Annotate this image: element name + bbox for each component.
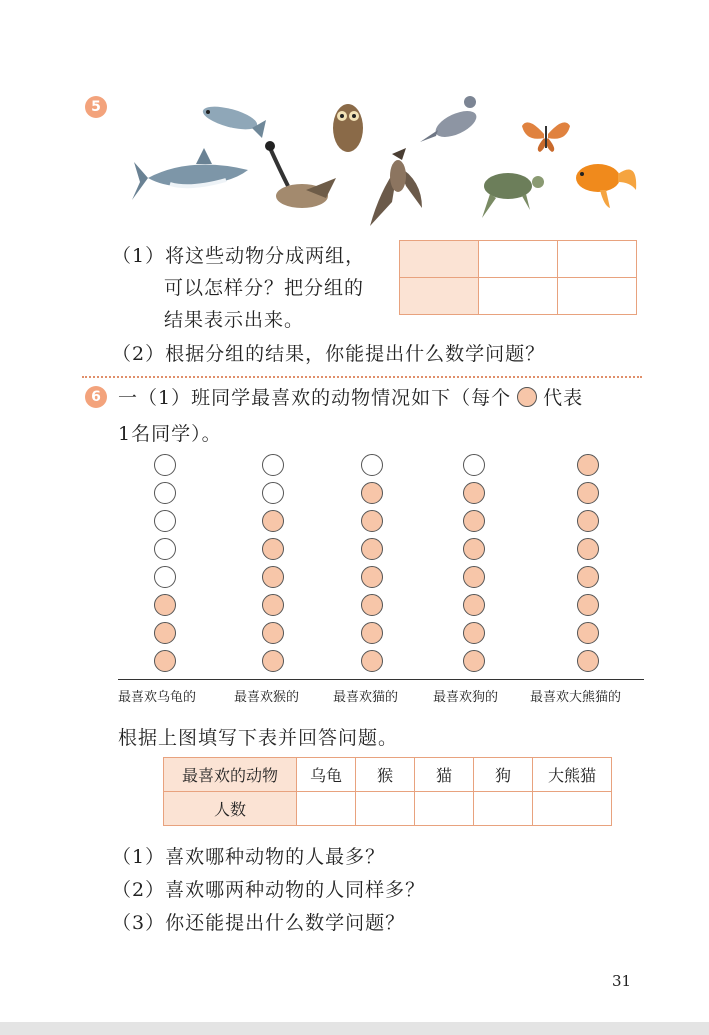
pictograph-baseline — [118, 679, 644, 680]
filled-circle — [463, 650, 485, 672]
table-animal-monkey: 猴 — [356, 758, 415, 792]
filled-circle — [262, 622, 284, 644]
filled-circle — [577, 566, 599, 588]
filled-circle — [463, 594, 485, 616]
table-header-label: 最喜欢的动物 — [164, 758, 297, 792]
filled-circle — [262, 538, 284, 560]
problem-6-intro-line2: 1名同学）。 — [118, 423, 222, 445]
filled-circle — [361, 650, 383, 672]
filled-circle — [361, 566, 383, 588]
table-row-label: 人数 — [164, 792, 297, 826]
filled-circle — [577, 650, 599, 672]
filled-circle — [361, 622, 383, 644]
empty-circle — [154, 454, 176, 476]
problem-6-intro-text: 一（1）班同学最喜欢的动物情况如下（每个 — [118, 387, 512, 409]
filled-circle — [463, 566, 485, 588]
page-number: 31 — [612, 972, 632, 990]
category-label-cat: 最喜欢猫的 — [333, 690, 399, 705]
count-input-cell[interactable] — [474, 792, 533, 826]
problem-5-q1-line1: （1）将这些动物分成两组， — [112, 245, 366, 267]
empty-circle — [154, 482, 176, 504]
filled-circle — [361, 482, 383, 504]
table-animal-dog: 狗 — [474, 758, 533, 792]
empty-circle — [154, 566, 176, 588]
filled-circle — [577, 510, 599, 532]
filled-circle — [262, 594, 284, 616]
empty-circle — [262, 482, 284, 504]
problem-5-badge: 5 — [85, 96, 107, 118]
filled-circle — [577, 622, 599, 644]
problem-6-intro-after: 代表 — [543, 387, 584, 409]
filled-circle — [154, 622, 176, 644]
filled-circle — [577, 454, 599, 476]
empty-circle — [154, 538, 176, 560]
category-label-monkey: 最喜欢猴的 — [234, 690, 300, 705]
problem-6-badge: 6 — [85, 386, 107, 408]
problem-5-q2: （2）根据分组的结果，你能提出什么数学问题？ — [112, 343, 546, 365]
problem-5-q1-line3: 结果表示出来。 — [164, 309, 305, 331]
filled-circle — [361, 510, 383, 532]
question-3: （3）你还能提出什么数学问题？ — [112, 912, 406, 934]
empty-circle — [154, 510, 176, 532]
question-1: （1）喜欢哪种动物的人最多？ — [112, 846, 386, 868]
filled-circle — [154, 594, 176, 616]
filled-circle — [463, 510, 485, 532]
count-input-cell[interactable] — [415, 792, 474, 826]
table-animal-cat: 猫 — [415, 758, 474, 792]
animal-count-table — [163, 757, 612, 826]
table-animal-turtle: 乌龟 — [297, 758, 356, 792]
filled-circle — [463, 622, 485, 644]
problem-5-q1-line2: 可以怎样分？把分组的 — [164, 277, 365, 299]
table-animal-panda: 大熊猫 — [533, 758, 612, 792]
filled-circle — [262, 510, 284, 532]
count-input-cell[interactable] — [297, 792, 356, 826]
question-2: （2）喜欢哪两种动物的人同样多？ — [112, 879, 426, 901]
category-label-dog: 最喜欢狗的 — [433, 690, 499, 705]
filled-circle — [577, 482, 599, 504]
category-label-panda: 最喜欢大熊猫的 — [530, 690, 622, 705]
filled-circle — [361, 594, 383, 616]
filled-circle — [577, 594, 599, 616]
filled-circle — [262, 650, 284, 672]
filled-circle — [262, 566, 284, 588]
empty-circle — [463, 454, 485, 476]
empty-circle — [361, 454, 383, 476]
count-input-cell[interactable] — [533, 792, 612, 826]
category-label-turtle: 最喜欢乌龟的 — [118, 690, 197, 705]
empty-circle — [262, 454, 284, 476]
filled-circle — [154, 650, 176, 672]
filled-circle — [361, 538, 383, 560]
table-instruction: 根据上图填写下表并回答问题。 — [118, 727, 399, 749]
filled-circle — [463, 538, 485, 560]
filled-circle — [577, 538, 599, 560]
count-input-cell[interactable] — [356, 792, 415, 826]
filled-circle — [463, 482, 485, 504]
footer-band — [0, 1022, 709, 1035]
